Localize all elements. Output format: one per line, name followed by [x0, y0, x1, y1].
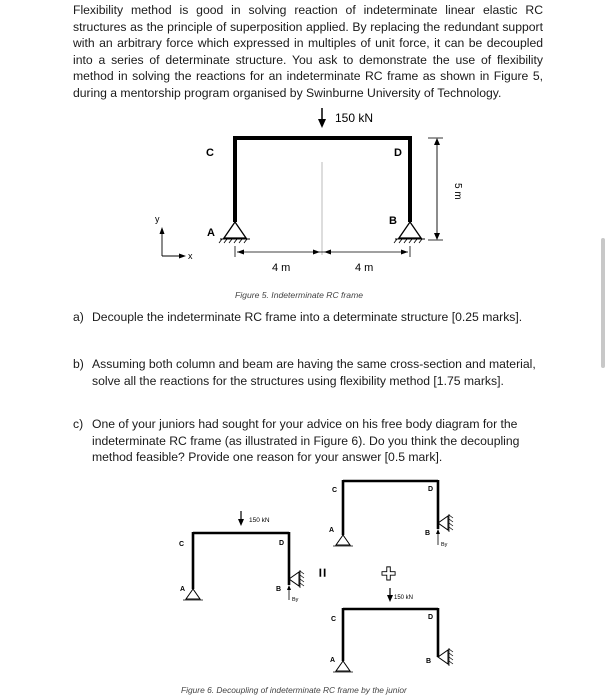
node-c-label: C [206, 147, 214, 159]
intro-paragraph: Flexibility method is good in solving reaction of indeterminate linear elastic RC structures as the principle of superposition applied. By replacing the redundant support with an arbitrary force which expressed in multiples of unit force, it can be decoupled into a series of determinate structure. You ask to demonstrate the use of flexibility method in solving the reactions for an indeterminate RC frame as shown in Figure 5, during a mentorship program organised by Swinburne University of Technology. [73, 3, 543, 100]
scrollbar-thumb[interactable] [601, 238, 605, 368]
left-node-a: A [180, 586, 186, 593]
left-load-arrow [238, 511, 244, 526]
left-pin-support-a [183, 589, 203, 600]
plus-sign: ✚ [381, 564, 397, 584]
question-a-text: Decouple the indeterminate RC frame into a determinate structure [0.25 marks]. [92, 310, 523, 324]
node-d-label: D [394, 147, 402, 159]
bottom-frame-members [343, 608, 438, 661]
top-reaction-by: By [441, 542, 448, 548]
height-dimension [428, 138, 443, 240]
bottom-node-d: D [428, 614, 434, 621]
left-frame-members [193, 532, 289, 589]
top-node-a: A [329, 527, 335, 534]
question-a [73, 309, 543, 326]
question-c-text: One of your juniors had sought for your advice on his free body diagram for the indeterminate RC frame (as illustrated in Figure 6). Do you think the decoupling method feasible? Provide one reason for your answer [0.5 mark]. [92, 417, 520, 465]
top-pin-support-a [333, 535, 353, 546]
bottom-node-b: B [426, 658, 432, 665]
bottom-roller-b [438, 648, 453, 666]
question-b-label: b) [73, 357, 84, 371]
load-arrow [318, 108, 326, 128]
left-node-d: D [279, 540, 285, 547]
top-frame-members [343, 480, 438, 535]
figure-5-frame-diagram [0, 0, 610, 300]
node-a-label: A [207, 227, 215, 239]
equals-sign: = [313, 568, 330, 578]
frame-members [235, 136, 410, 222]
span-dimension [235, 246, 410, 257]
bottom-load-arrow [387, 588, 393, 602]
span-right-label: 4 m [355, 262, 374, 274]
question-c-label: c) [73, 417, 84, 431]
left-reaction-by: By [292, 597, 299, 603]
span-left-label: 4 m [272, 262, 291, 274]
axis-y-label: y [155, 214, 160, 224]
top-node-b: B [425, 530, 431, 537]
axis-icon [160, 227, 187, 259]
left-node-b: B [276, 586, 282, 593]
pin-support-b [394, 222, 425, 243]
left-roller-b [287, 570, 304, 600]
bottom-pin-support-a [333, 661, 353, 672]
top-roller-b [436, 514, 453, 545]
axis-x-label: x [188, 251, 193, 261]
pin-support-a [219, 222, 250, 243]
left-node-c: C [179, 541, 185, 548]
figure-6-caption: Figure 6. Decoupling of indeterminate RC frame by the junior [181, 685, 407, 695]
top-node-c: C [332, 487, 338, 494]
bottom-load-label: 150 kN [394, 595, 414, 601]
node-b-label: B [389, 215, 397, 227]
question-c [73, 416, 543, 466]
load-label: 150 kN [335, 111, 374, 125]
question-b [73, 356, 543, 389]
bottom-node-c: C [331, 616, 337, 623]
question-a-label: a) [73, 310, 84, 324]
height-label: 5 m [452, 183, 463, 200]
figure-5-caption: Figure 5. Indeterminate RC frame [235, 290, 364, 300]
top-node-d: D [428, 486, 434, 493]
left-load-label: 150 kN [249, 517, 270, 524]
bottom-node-a: A [330, 657, 336, 664]
question-b-text: Assuming both column and beam are having the same cross-section and material, solve all the reactions for the structures using flexibility method [1.75 marks]. [92, 357, 536, 388]
